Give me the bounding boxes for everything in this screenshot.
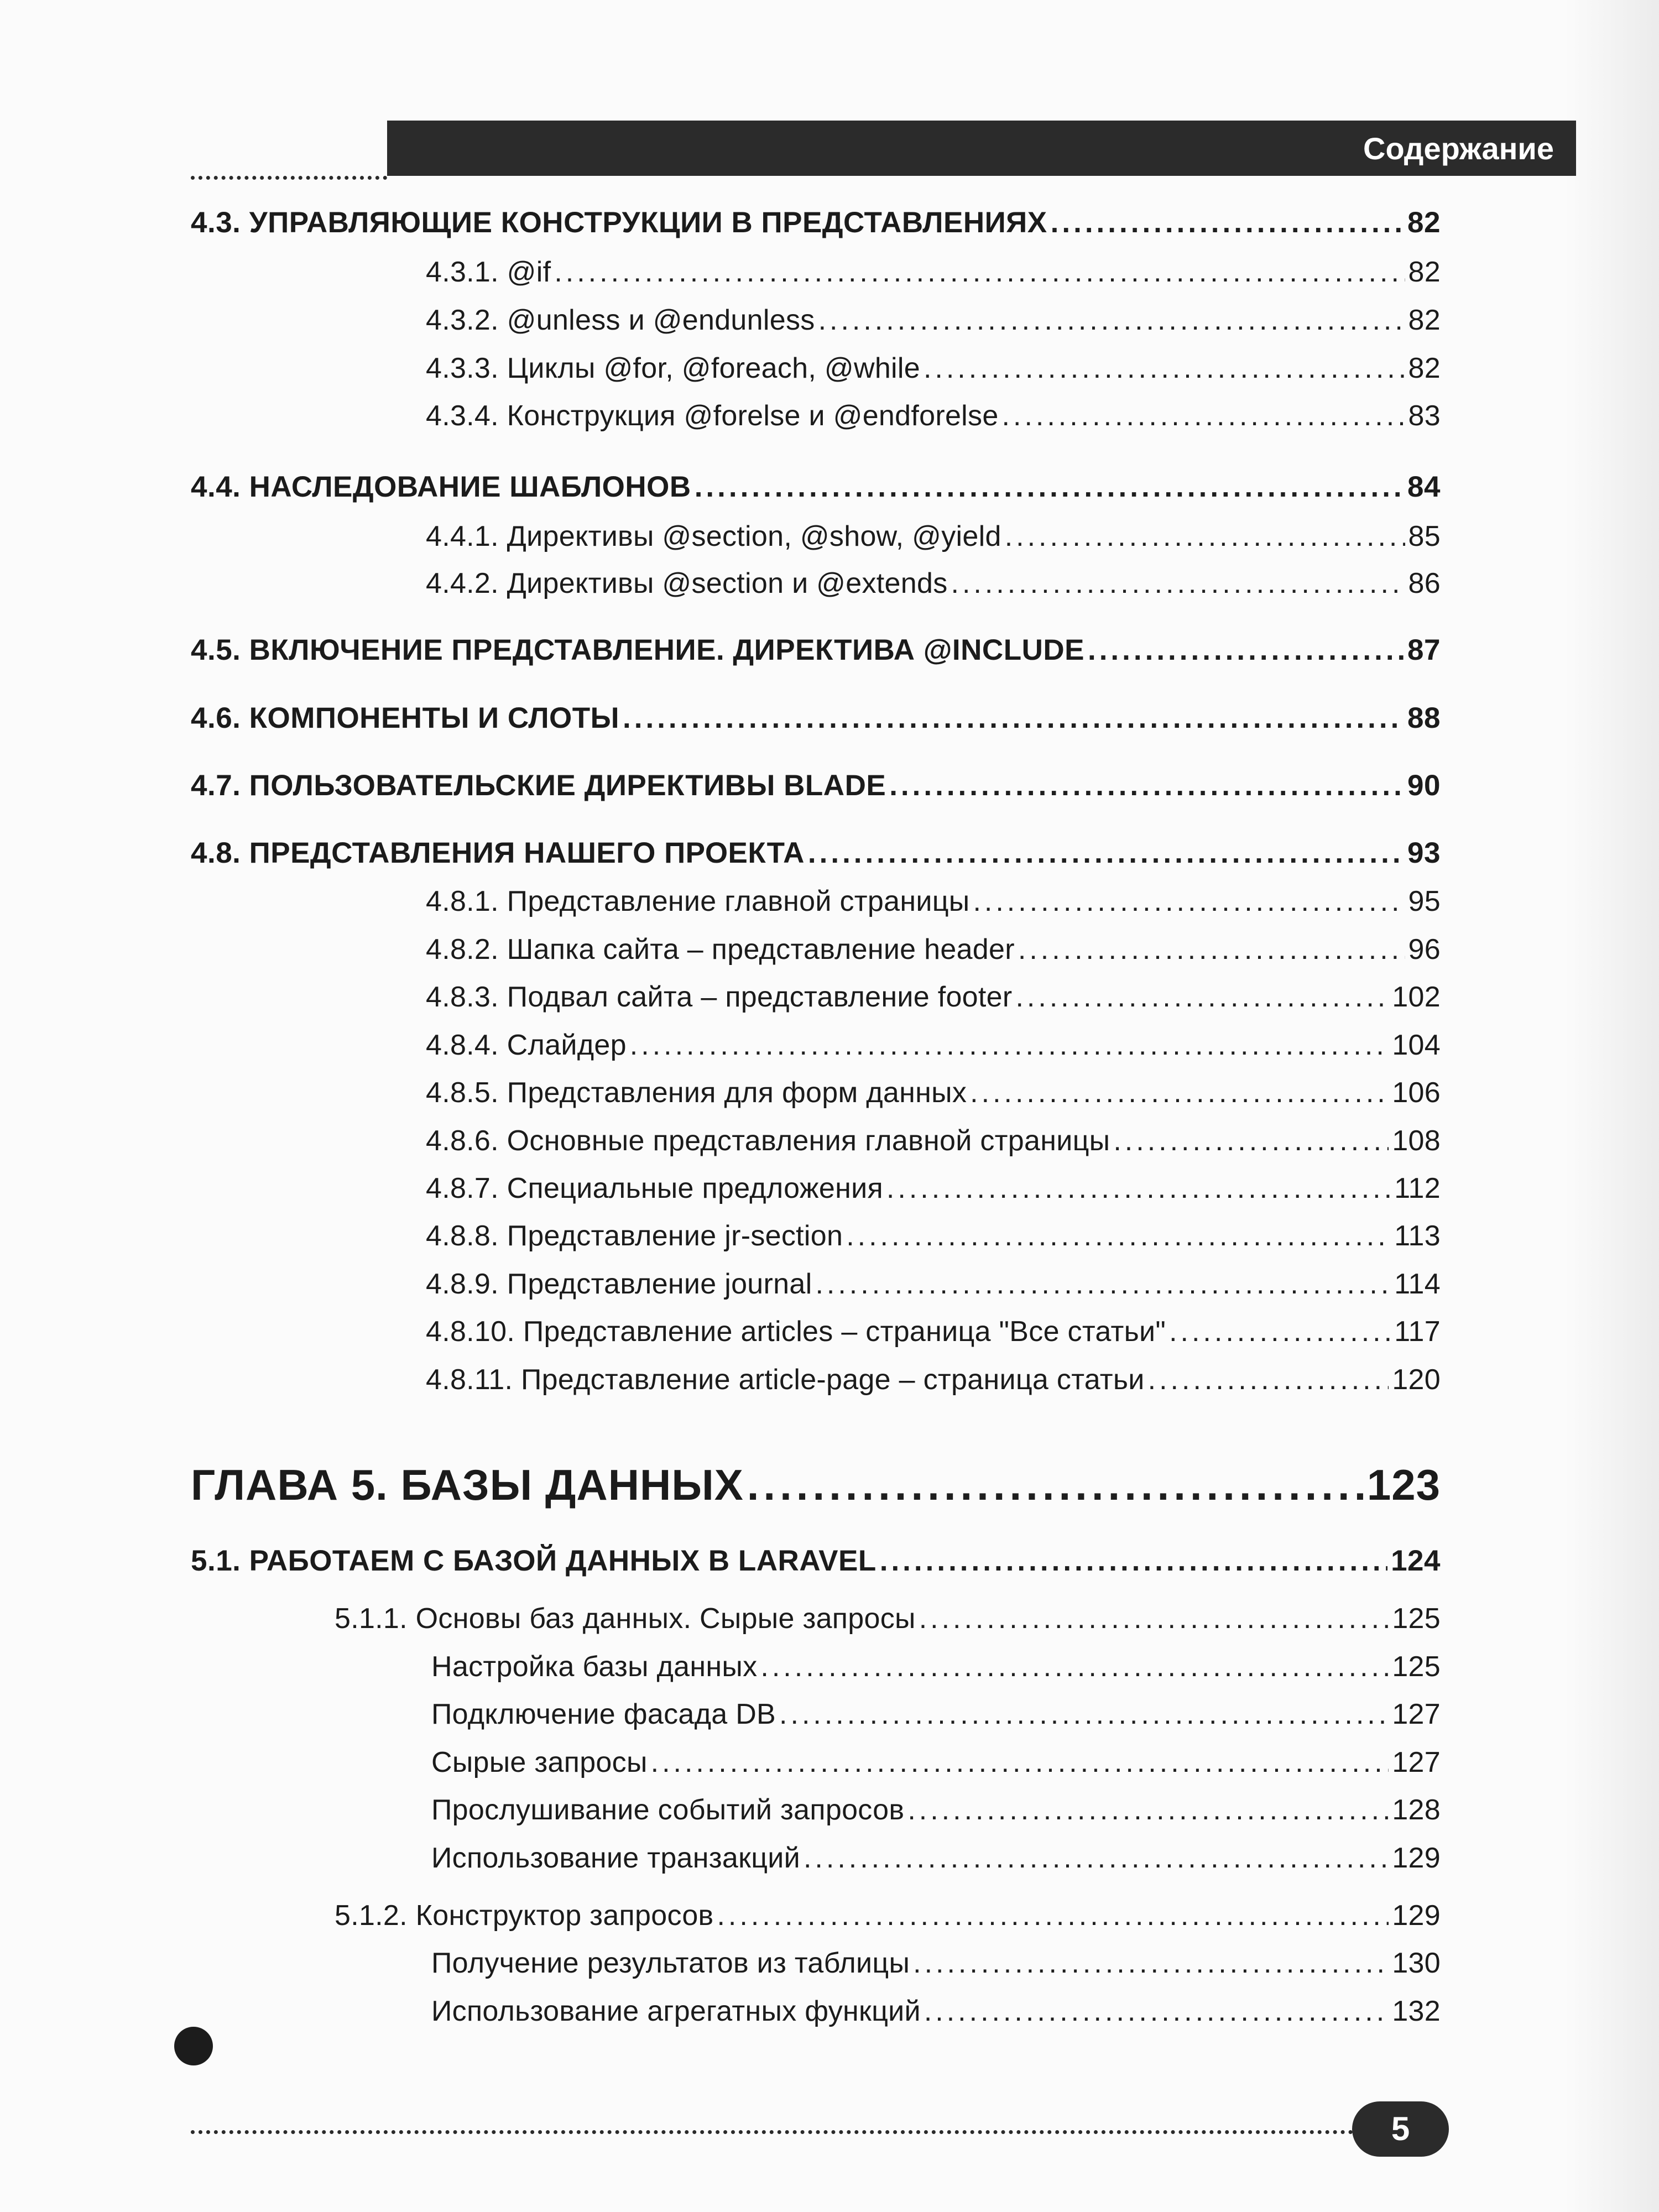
toc-entry-page: 82 (1407, 206, 1441, 239)
toc-entry[interactable] (431, 1995, 1441, 2028)
page-edge-shadow (1565, 0, 1659, 2212)
toc-entry-page: 82 (1408, 352, 1441, 384)
toc-leader (1005, 520, 1405, 553)
toc-entry-title: 4.8.4. Слайдер (426, 1029, 627, 1061)
toc-entry-title: 4.8.9. Представление journal (426, 1268, 812, 1300)
toc-entry-page: 88 (1407, 702, 1441, 734)
toc-entry[interactable] (426, 933, 1441, 966)
toc-entry-title: 4.4. НАСЛЕДОВАНИЕ ШАБЛОНОВ (191, 471, 691, 503)
toc-leader (973, 885, 1405, 918)
toc-entry-title: 4.3.2. @unless и @endunless (426, 304, 815, 336)
toc-entry-title: 4.8.10. Представление articles – страница "Все статьи" (426, 1316, 1166, 1348)
toc-entry-page: 112 (1394, 1172, 1441, 1204)
toc-entry-page: 130 (1392, 1947, 1441, 1979)
toc-leader (846, 1219, 1391, 1253)
toc-entry[interactable] (426, 1124, 1441, 1157)
toc-leader (1015, 980, 1389, 1014)
toc-entry-title: 4.3. УПРАВЛЯЮЩИЕ КОНСТРУКЦИИ В ПРЕДСТАВЛЕНИЯХ (191, 206, 1047, 239)
toc-entry-title: 4.8.8. Представление jr-section (426, 1220, 843, 1252)
toc-entry[interactable] (426, 399, 1441, 432)
toc-leader (808, 836, 1404, 870)
toc-entry-page: 82 (1408, 256, 1441, 288)
toc-entry[interactable] (426, 1172, 1441, 1205)
toc-entry-page: 85 (1408, 520, 1441, 552)
toc-entry[interactable] (426, 1219, 1441, 1253)
toc-entry-page: 102 (1392, 981, 1441, 1013)
toc-entry[interactable] (431, 1746, 1441, 1779)
toc-entry-title: 4.6. КОМПОНЕНТЫ И СЛОТЫ (191, 702, 620, 734)
toc-leader (1169, 1315, 1391, 1348)
toc-entry-page: 84 (1407, 471, 1441, 503)
toc-entry-page: 125 (1392, 1651, 1441, 1683)
page-number-badge: 5 (1352, 2101, 1449, 2157)
toc-entry-page: 125 (1392, 1603, 1441, 1635)
toc-entry-title: Сырые запросы (431, 1746, 648, 1778)
toc-entry-page: 129 (1392, 1900, 1441, 1932)
toc-leader (1113, 1124, 1389, 1157)
toc-entry-title: 5.1. РАБОТАЕМ С БАЗОЙ ДАННЫХ В LARAVEL (191, 1545, 877, 1577)
toc-entry[interactable] (426, 304, 1441, 337)
toc-entry[interactable] (426, 520, 1441, 553)
toc-leader (717, 1899, 1389, 1932)
toc-entry[interactable] (191, 1544, 1441, 1578)
toc-entry-title: 4.7. ПОЛЬЗОВАТЕЛЬСКИЕ ДИРЕКТИВЫ BLADE (191, 769, 886, 802)
toc-entry-page: 117 (1394, 1316, 1441, 1348)
toc-entry-title: Использование агрегатных функций (431, 1995, 921, 2027)
toc-entry[interactable] (426, 885, 1441, 918)
toc-entry-page: 90 (1407, 769, 1441, 802)
toc-entry[interactable] (431, 1793, 1441, 1827)
toc-entry[interactable] (426, 255, 1441, 289)
toc-entry-page: 120 (1392, 1364, 1441, 1396)
toc-entry[interactable] (191, 206, 1441, 239)
toc-entry-title: 4.8.7. Специальные предложения (426, 1172, 883, 1204)
toc-entry-page: 123 (1366, 1460, 1441, 1509)
toc-entry-title: 4.3.1. @if (426, 256, 551, 288)
toc-entry-page: 108 (1392, 1125, 1441, 1157)
toc-leader (886, 1172, 1391, 1205)
toc-leader (1088, 633, 1404, 667)
toc-entry[interactable] (431, 1947, 1441, 1980)
toc-entry-title: 5.1.1. Основы баз данных. Сырые запросы (335, 1603, 916, 1635)
toc-leader (1018, 933, 1405, 966)
toc-entry[interactable] (426, 1363, 1441, 1396)
toc-entry-page: 104 (1392, 1029, 1441, 1061)
toc-entry[interactable] (426, 980, 1441, 1014)
toc-entry-page: 124 (1391, 1545, 1441, 1577)
header-dotted-rule (191, 176, 387, 180)
toc-entry[interactable] (426, 1076, 1441, 1109)
toc-entry-title: 4.8.3. Подвал сайта – представление footer (426, 981, 1013, 1013)
toc-entry-title: Подключение фасада DB (431, 1698, 776, 1730)
toc-entry-title: 4.8.5. Представления для форм данных (426, 1077, 967, 1109)
toc-leader (970, 1076, 1389, 1109)
toc-entry-page: 86 (1408, 567, 1441, 599)
toc-leader (630, 1029, 1389, 1062)
toc-entry-title: ГЛАВА 5. БАЗЫ ДАННЫХ (191, 1460, 744, 1509)
toc-entry-title: 4.5. ВКЛЮЧЕНИЕ ПРЕДСТАВЛЕНИЕ. ДИРЕКТИВА @INCLUDE (191, 634, 1084, 666)
toc-leader (919, 1602, 1389, 1635)
toc-leader (924, 1995, 1389, 2028)
toc-leader (1051, 206, 1404, 239)
toc-leader (1002, 399, 1405, 432)
toc-entry-page: 114 (1394, 1268, 1441, 1300)
toc-entry-page: 128 (1392, 1794, 1441, 1826)
toc-entry[interactable] (191, 470, 1441, 504)
toc-entry[interactable] (426, 1267, 1441, 1301)
toc-entry-title: Настройка базы данных (431, 1651, 758, 1683)
toc-entry[interactable] (191, 633, 1441, 667)
toc-entry-page: 129 (1392, 1842, 1441, 1874)
toc-entry[interactable] (335, 1899, 1441, 1932)
toc-entry-title: 4.3.4. Конструкция @forelse и @endforelse (426, 400, 999, 432)
toc-entry-title: 4.8.2. Шапка сайта – представление header (426, 933, 1015, 966)
toc-entry-title: 4.3.3. Циклы @for, @foreach, @while (426, 352, 920, 384)
toc-entry[interactable] (191, 836, 1441, 870)
toc-entry-title: Получение результатов из таблицы (431, 1947, 910, 1979)
toc-leader (815, 1267, 1391, 1301)
toc-leader (818, 304, 1405, 337)
toc-entry[interactable] (426, 352, 1441, 385)
toc-entry[interactable] (191, 769, 1441, 802)
toc-leader (779, 1698, 1389, 1731)
toc-leader (913, 1947, 1389, 1980)
toc-entry-page: 93 (1407, 837, 1441, 869)
toc-entry-page: 127 (1392, 1746, 1441, 1778)
toc-entry-title: 4.8.1. Представление главной страницы (426, 885, 970, 917)
toc-entry-title: 4.8. ПРЕДСТАВЛЕНИЯ НАШЕГО ПРОЕКТА (191, 837, 805, 869)
toc-entry-page: 82 (1408, 304, 1441, 336)
toc-entry[interactable] (191, 701, 1441, 735)
toc-entry-page: 96 (1408, 933, 1441, 966)
toc-entry-page: 132 (1392, 1995, 1441, 2027)
toc-leader (623, 701, 1404, 735)
toc-leader (889, 769, 1404, 802)
running-header (387, 121, 1576, 176)
toc-entry-page: 127 (1392, 1698, 1441, 1730)
toc-entry[interactable] (335, 1602, 1441, 1635)
toc-leader (880, 1544, 1387, 1578)
toc-entry[interactable] (426, 1315, 1441, 1348)
footer-dotted-rule (191, 2130, 1369, 2134)
toc-leader (651, 1746, 1389, 1779)
toc-entry-page: 106 (1392, 1077, 1441, 1109)
footer-bullet-dot (174, 2027, 213, 2065)
toc-entry-title: 4.8.6. Основные представления главной страницы (426, 1125, 1110, 1157)
toc-entry-page: 87 (1407, 634, 1441, 666)
toc-entry-title: Прослушивание событий запросов (431, 1794, 905, 1826)
toc-leader (804, 1841, 1389, 1875)
toc-leader (951, 567, 1405, 600)
toc-leader (695, 470, 1404, 504)
toc-entry[interactable] (431, 1841, 1441, 1875)
toc-entry-title: 4.4.2. Директивы @section и @extends (426, 567, 948, 599)
toc-entry[interactable] (191, 1460, 1441, 1510)
toc-entry-title: 4.4.1. Директивы @section, @show, @yield (426, 520, 1001, 552)
toc-leader (760, 1650, 1389, 1683)
toc-entry-title: 5.1.2. Конструктор запросов (335, 1900, 714, 1932)
toc-entry[interactable] (426, 567, 1441, 600)
toc-leader (747, 1460, 1364, 1510)
running-header-title: Содержание (1363, 131, 1554, 166)
toc-entry-page: 113 (1394, 1220, 1441, 1252)
toc-entry-title: 4.8.11. Представление article-page – страница статьи (426, 1364, 1145, 1396)
toc-entry[interactable] (431, 1650, 1441, 1683)
toc-leader (907, 1793, 1389, 1827)
toc-leader (1148, 1363, 1389, 1396)
toc-leader (554, 255, 1405, 289)
toc-entry-page: 95 (1408, 885, 1441, 917)
toc-entry-page: 83 (1408, 400, 1441, 432)
toc-leader (924, 352, 1405, 385)
toc-entry-title: Использование транзакций (431, 1842, 800, 1874)
toc-entry[interactable] (431, 1698, 1441, 1731)
toc-entry[interactable] (426, 1029, 1441, 1062)
